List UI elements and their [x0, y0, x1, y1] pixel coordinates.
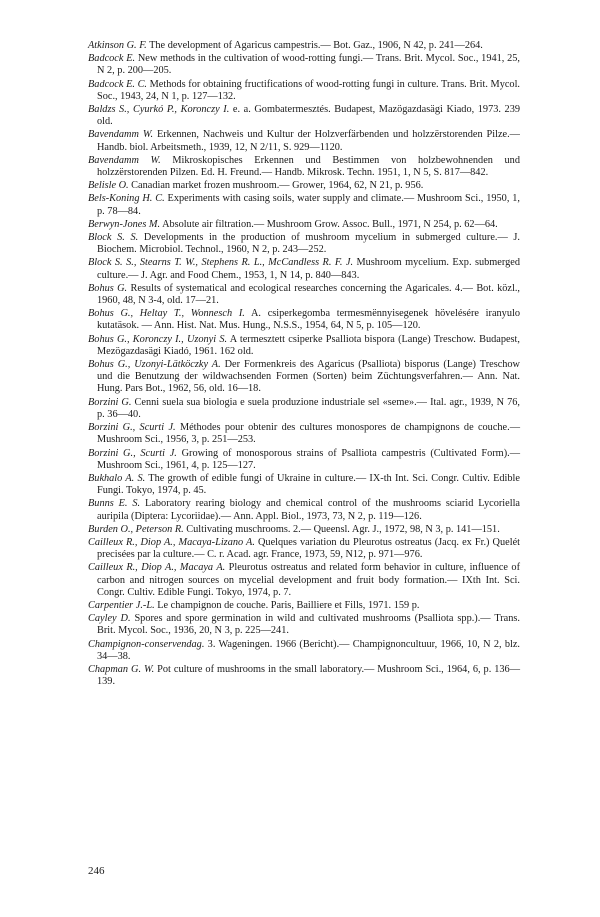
entry-citation: Experiments with casing soils, water supply and climate.— Mushroom Sci., 1950, 1, p. 78—84.: [97, 193, 520, 217]
bibliography-entry: [88, 104, 520, 128]
entry-citation: Pot culture of mushrooms in the small laboratory.— Mushroom Sci., 1964, 6, p. 136—139.: [97, 663, 520, 688]
bibliography-entry: [88, 308, 520, 332]
entry-citation: Mushroom mycelium. Exp. submerged culture.— J. Agr. and Food Chem., 1953, 1, N 14, p. 840—843.: [97, 257, 520, 281]
entry-author: Bunns E. S.: [88, 498, 141, 510]
bibliography-entry: [88, 155, 520, 179]
entry-citation: Spores and spore germination in wild and cultivated mushrooms (Psalliota spp.).— Trans. Brit. Mycol. Soc., 1936, 20, N 3, p. 225—241.: [97, 613, 520, 637]
entry-citation: A termesztett csiperke Psalliota bispora (Lange) Treschow. Budapest, Mezögazdasägi Kiadó, 1961. 162 old.: [97, 333, 520, 357]
bibliography-entry: [88, 193, 520, 217]
entry-author: Bukhalo A. S.: [88, 472, 146, 484]
entry-author: Bavendamm W.: [88, 154, 161, 166]
bibliography-entry: [88, 283, 520, 307]
entry-author: Bels-Koning H. C.: [88, 193, 165, 205]
entry-citation: Cenni suela sua biologia e suela produzione industriale sel «seme».— Ital. agr., 1939, N 76, p. 36—40.: [97, 396, 520, 420]
entry-citation: Results of systematical and ecological researches concerning the Agaricales. 4.— Bot. közl., 1960, 48, N 3-4, old. 17—21.: [97, 282, 521, 307]
bibliography-entry: [88, 359, 520, 396]
entry-citation: Le champignon de couche. Paris, Bailliere et Fills, 1971. 159 p.: [154, 599, 420, 611]
entry-author: Borzini G., Scurti J.: [88, 422, 176, 434]
bibliography-entry: [88, 397, 520, 421]
bibliography-entry: [88, 422, 520, 446]
page-number: 246: [88, 865, 105, 877]
entry-citation: Erkennen, Nachweis und Kultur der Holzverfärbenden und holzzërstorenden Pilze.— Handb. biol. Arbeitsmeth., 1939, 12, N 2/11, S. 929—1120.: [97, 129, 520, 153]
entry-citation: Méthodes pour obtenir des cultures monospores de champignons de couche.— Mushroom Sci., 1956, 3, p. 251—253.: [97, 422, 520, 446]
entry-author: Cailleux R., Diop A., Macaya A.: [88, 562, 226, 574]
entry-citation: 3. Wageningen. 1966 (Bericht).— Champignoncultuur, 1966, 10, N 2, blz. 34—38.: [97, 638, 520, 662]
entry-author: Chapman G. W.: [88, 663, 155, 675]
entry-citation: Der Formenkreis des Agaricus (Psalliota) bisporus (Lange) Treschow und die Benutzung der wildwachsenden Formen (Sorten) beim Züchtungsverfahren.— Ann. Nat. Hung. Pars Bot., 1962, 56, old. 16—18.: [97, 359, 520, 395]
entry-citation: A. csiperkegomba termesmënnyisegenek hövelésére iranyulo kutatäsok. — Ann. Hist. Nat. Mus. Hung., N.S.S., 1954, 64, N 5, p. 105—120.: [97, 308, 520, 332]
entry-citation: New methods in the cultivation of wood-rotting fungi.— Trans. Brit. Mycol. Soc., 1941, 25, N 2, p. 200—205.: [97, 53, 520, 77]
entry-author: Bohus G., Uzonyi-Lätköczky A.: [88, 359, 221, 371]
entry-author: Block S. S., Stearns T. W., Stephens R. L., McCandless R. F. J.: [88, 257, 354, 269]
entry-author: Belisle O.: [88, 180, 129, 192]
bibliography-list: [88, 40, 520, 689]
entry-author: Berwyn-Jones M.: [88, 218, 161, 230]
entry-citation: Quelques variation du Pleurotus ostreatus (Jacq. ex Fr.) Quelét precisées par la culture.— C. r. Acad. agr. France, 1973, 59, N12, p. 971—976.: [97, 536, 520, 561]
entry-citation: The growth of edible fungi of Ukraine in culture.— IX-th Int. Sci. Congr. Cultiv. Edible Fungi. Tokyo, 1974, p. 45.: [97, 472, 520, 497]
entry-citation: Methods for obtaining fructifications of wood-rotting fungi in culture. Trans. Brit. Mycol. Soc., 1943, 24, N 1, p. 127—132.: [97, 78, 521, 102]
entry-author: Badcock E.: [88, 53, 136, 65]
bibliography-entry: [88, 232, 520, 256]
bibliography-entry: [88, 537, 520, 561]
entry-author: Atkinson G. F.: [88, 40, 147, 51]
entry-author: Badcock E. C.: [88, 78, 148, 90]
entry-author: Champignon-conservendag.: [88, 638, 205, 650]
entry-citation: Canadian market frozen mushroom.— Grower, 1964, 62, N 21, p. 956.: [128, 180, 424, 192]
bibliography-entry: [88, 219, 520, 231]
entry-author: Burden O., Peterson R.: [88, 523, 184, 535]
entry-author: Cailleux R., Diop A., Macaya-Lizano A.: [88, 536, 255, 548]
entry-author: Bohus G., Koronczy I., Uzonyi S.: [88, 333, 228, 345]
bibliography-entry: [88, 613, 520, 637]
entry-author: Carpentier J.-L.: [88, 599, 155, 611]
entry-author: Cayley D.: [88, 613, 131, 625]
bibliography-entry: [88, 129, 520, 153]
bibliography-entry: [88, 600, 520, 612]
bibliography-entry: [88, 334, 520, 358]
entry-citation: Growing of monosporous strains of Psalliota campestris (Cultivated Form).— Mushroom Sci., 1961, 4, p. 125—127.: [97, 447, 520, 471]
entry-author: Borzini G.: [88, 396, 132, 408]
entry-author: Bohus G., Heltay T., Wonnesch I.: [88, 308, 245, 320]
bibliography-entry: [88, 448, 520, 472]
entry-citation: Cultivating muschrooms. 2.— Queensl. Agr. J., 1972, 98, N 3, p. 141—151.: [183, 523, 500, 535]
entry-author: Borzini G., Scurti J.: [88, 447, 177, 459]
entry-citation: Pleurotus ostreatus and related form behavior in culture, influence of carbon and nitrogen sources on mycelial development and fruit body formation.— IXth Int. Sci. Congr. Cultiv. Edible Fungi. Tokyo, 1974, p. 7.: [97, 562, 520, 598]
bibliography-entry: [88, 180, 520, 192]
bibliography-entry: [88, 473, 520, 497]
entry-author: Block S. S.: [88, 232, 139, 244]
entry-author: Bohus G.: [88, 282, 128, 294]
entry-citation: The development of Agaricus campestris.— Bot. Gaz., 1906, N 42, p. 241—264.: [146, 40, 483, 51]
bibliography-entry: [88, 664, 520, 688]
bibliography-entry: [88, 639, 520, 663]
entry-citation: Developments in the production of mushroom mycelium in submerged culture.— J. Biochem. Microbiol. Technol., 1960, N 2, p. 243—252.: [97, 232, 520, 256]
bibliography-entry: [88, 562, 520, 599]
bibliography-entry: [88, 53, 520, 77]
entry-author: Bavendamm W.: [88, 129, 154, 141]
bibliography-entry: [88, 524, 520, 536]
bibliography-entry: [88, 79, 520, 103]
entry-citation: e. a. Gombatermesztés. Budapest, Mazögazdasägi Kiado, 1973. 239 old.: [97, 104, 520, 128]
entry-citation: Absolute air filtration.— Mushroom Grow. Assoc. Bull., 1971, N 254, p. 62—64.: [160, 218, 498, 230]
entry-citation: Mikroskopisches Erkennen und Bestimmen von holzbewohnenden und holzzërstorenden Pilzen. Ed. H. Freund.— Handb. Mikrosk. Techn. 1951, 1, N 5, S. 817—842.: [97, 154, 520, 179]
bibliography-entry: [88, 40, 520, 52]
entry-author: Baldzs S., Cyurkó P., Koronczy I.: [88, 104, 230, 116]
entry-citation: Laboratory rearing biology and chemical control of the mushrooms sciarid Lycoriella auripila (Diptera: Lycoriidae).— Ann. Appl. Biol., 1973, 73, N 2, p. 119—126.: [97, 498, 520, 522]
bibliography-entry: [88, 257, 520, 281]
bibliography-entry: [88, 498, 520, 522]
